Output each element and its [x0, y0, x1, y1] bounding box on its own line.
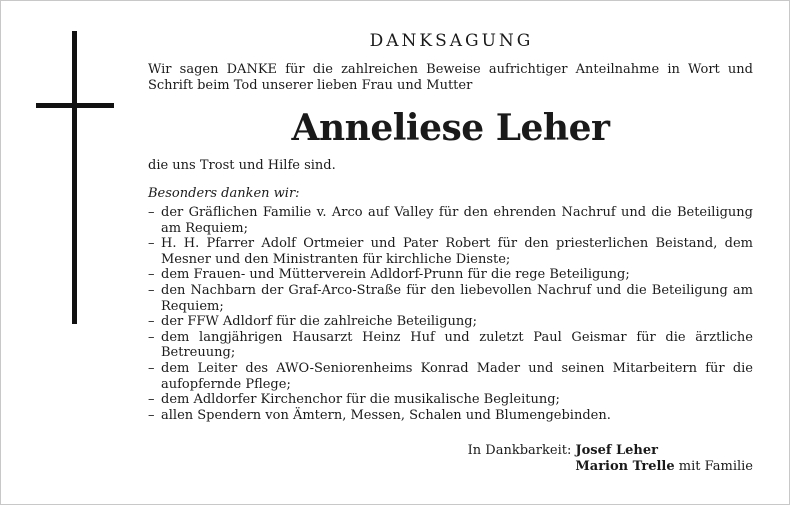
- signature-line-2: [400, 459, 753, 475]
- thanks-item: [148, 283, 753, 314]
- list-dash: –: [148, 329, 155, 345]
- thanks-item: [148, 392, 753, 408]
- thanks-heading: Besonders danken wir:: [148, 186, 300, 201]
- thanks-item: [148, 408, 753, 424]
- intro-text: Wir sagen DANKE für die zahlreichen Beweise aufrichtiger Anteilnahme in Wort und Schrift beim Tod unserer lieben Frau und Mutter: [148, 62, 753, 93]
- thanks-item-text: den Nachbarn der Graf-Arco-Straße für den liebevollen Nachruf und die Beteiligung am Requiem;: [161, 282, 753, 314]
- thanks-item-text: H. H. Pfarrer Adolf Ortmeier und Pater Robert für den priesterlichen Beistand, dem Mesner und den Ministranten für kirchliche Dienste;: [161, 236, 753, 267]
- thanks-item: [148, 267, 753, 283]
- list-dash: –: [148, 392, 155, 408]
- signature-block: [400, 443, 753, 475]
- thanks-item-text: dem Frauen- und Mütterverein Adldorf-Prunn für die rege Beteiligung;: [161, 267, 630, 283]
- thanks-item-text: allen Spendern von Ämtern, Messen, Schalen und Blumengebinden.: [161, 407, 611, 423]
- thanks-item: [148, 236, 753, 267]
- thanks-item: [148, 330, 753, 361]
- signature-prefix: In Dankbarkeit:: [467, 443, 572, 458]
- signature-name-1: Josef Leher: [575, 443, 658, 458]
- thanks-item-text: dem Leiter des AWO-Seniorenheims Konrad Mader und seinen Mitarbeitern für die aufopfernde Pflege;: [161, 360, 753, 392]
- signature-line-1: [400, 443, 753, 459]
- thanks-item-text: dem langjährigen Hausarzt Heinz Huf und zuletzt Paul Geismar für die ärztliche Betreuung;: [161, 329, 753, 361]
- closing-line: die uns Trost und Hilfe sind.: [148, 158, 336, 173]
- notice-heading: DANKSAGUNG: [369, 31, 534, 51]
- thanks-item-text: der Gräflichen Familie v. Arco auf Valley für den ehrenden Nachruf und die Beteiligung am Requiem;: [161, 205, 753, 236]
- list-dash: –: [148, 407, 155, 423]
- thanks-item: [148, 205, 753, 236]
- cross-horizontal-bar: [36, 103, 114, 108]
- signature-name-2-suffix: mit Familie: [678, 459, 753, 474]
- thanks-item-text: der FFW Adldorf für die zahlreiche Beteiligung;: [161, 314, 477, 330]
- list-dash: –: [148, 236, 155, 252]
- thanks-item: [148, 361, 753, 392]
- cross-vertical-bar: [72, 31, 77, 324]
- list-dash: –: [148, 267, 155, 283]
- list-dash: –: [148, 360, 155, 376]
- list-dash: –: [148, 282, 155, 298]
- list-dash: –: [148, 205, 155, 220]
- thanks-item-text: dem Adldorfer Kirchenchor für die musikalische Begleitung;: [161, 392, 560, 408]
- thanks-list: [148, 205, 753, 423]
- thanks-item: [148, 314, 753, 330]
- list-dash: –: [148, 314, 155, 330]
- deceased-name: Anneliese Leher: [291, 107, 610, 149]
- signature-name-2: Marion Trelle: [575, 459, 675, 474]
